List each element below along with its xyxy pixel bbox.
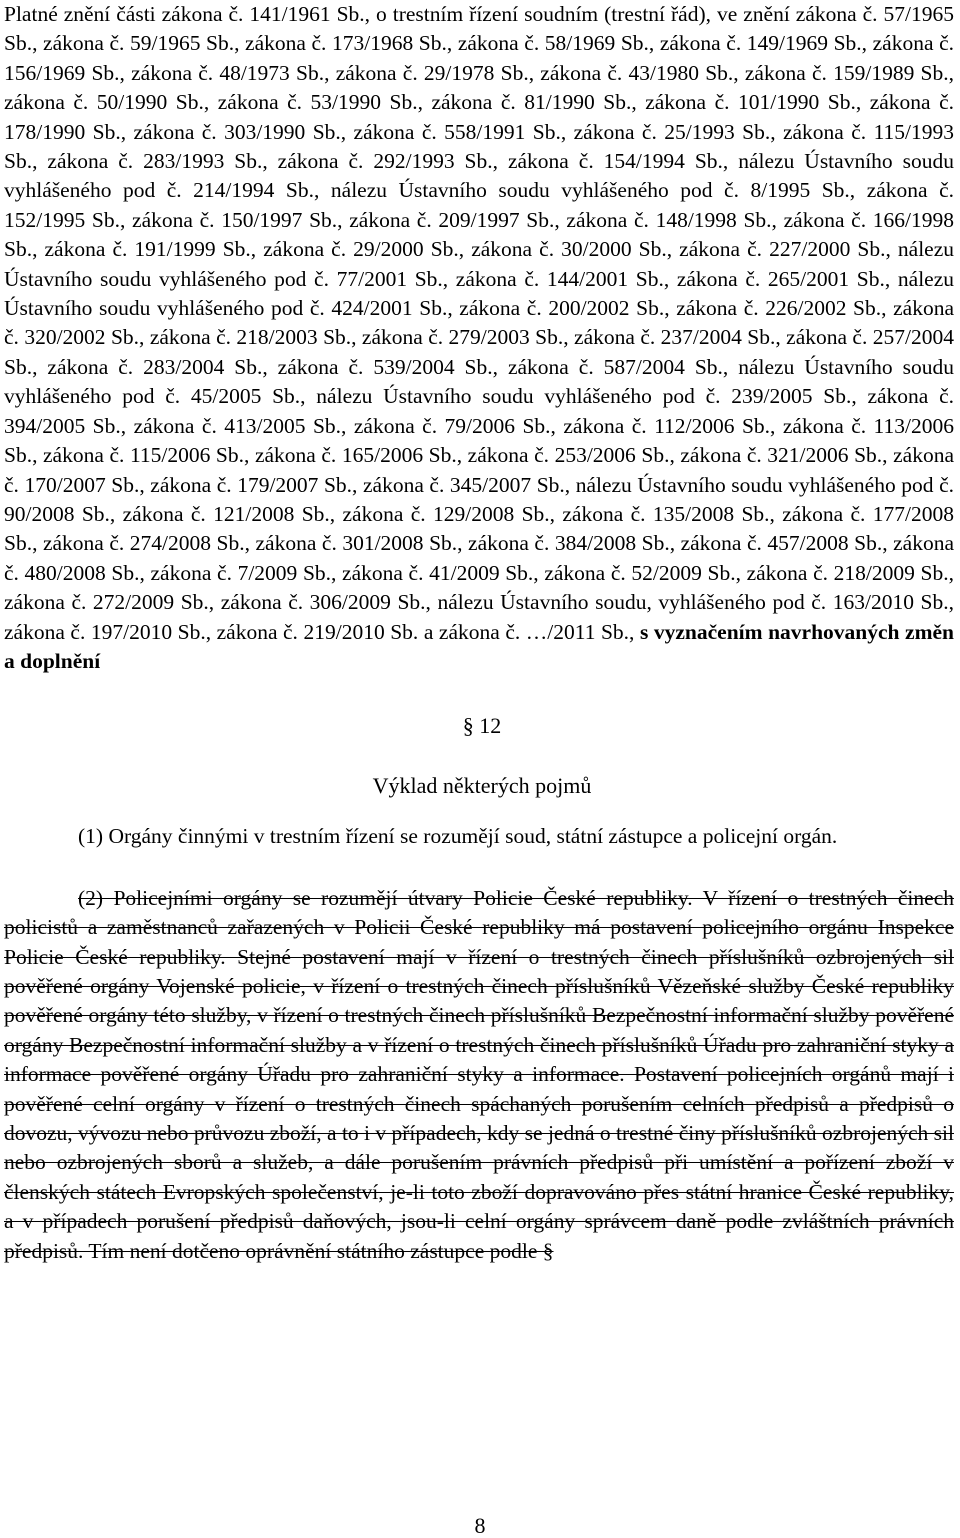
header-text: Platné znění části zákona č. 141/1961 Sb., o trestním řízení soudním (trestní řád), ve znění zákona č. 57/1965 Sb., zákona č. 59/1965 Sb., zákona č. 173/1968 Sb., zákona č. 58/1969 Sb., zákona č. 149/1969 Sb., zákona č. 156/1969 Sb., zákona č. 48/1973 Sb., zákona č. 29/1978 Sb., zákona č. 43/1980 Sb., zákona č. 159/1989 Sb., zákona č. 50/1990 Sb., zákona č. 53/1990 Sb., zákona č. 81/1990 Sb., zákona č. 101/1990 Sb., zákona č. 178/1990 Sb., zákona č. 303/1990 Sb., zákona č. 558/1991 Sb., zákona č. 25/1993 Sb., zákona č. 115/1993 Sb., zákona č. 283/1993 Sb., zákona č. 292/1993 Sb., zákona č. 154/1994 Sb., nálezu Ústavního soudu vyhlášeného pod č. 214/1994 Sb., nálezu Ústavního soudu vyhlášeného pod č. 8/1995 Sb., zákona č. 152/1995 Sb., zákona č. 150/1997 Sb., zákona č. 209/1997 Sb., zákona č. 148/1998 Sb., zákona č. 166/1998 Sb., zákona č. 191/1999 Sb., zákona č. 29/2000 Sb., zákona č. 30/2000 Sb., zákona č. 227/2000 Sb., nálezu Ústavního soudu vyhlášeného pod č. 77/2001 Sb., zákona č. 144/2001 Sb., zákona č. 265/2001 Sb., nálezu Ústavního soudu vyhlášeného pod č. 424/2001 Sb., zákona č. 200/2002 Sb., zákona č. 226/2002 Sb., zákona č. 320/2002 Sb., zákona č. 218/2003 Sb., zákona č. 279/2003 Sb., zákona č. 237/2004 Sb., zákona č. 257/2004 Sb., zákona č. 283/2004 Sb., zákona č. 539/2004 Sb., zákona č. 587/2004 Sb., nálezu Ústavního soudu vyhlášeného pod č. 45/2005 Sb., nálezu Ústavního soudu vyhlášeného pod č. 239/2005 Sb., zákona č. 394/2005 Sb., zákona č. 413/2005 Sb., zákona č. 79/2006 Sb., zákona č. 112/2006 Sb., zákona č. 113/2006 Sb., zákona č. 115/2006 Sb., zákona č. 165/2006 Sb., zákona č. 253/2006 Sb., zákona č. 321/2006 Sb., zákona č. 170/2007 Sb., zákona č. 179/2007 Sb., zákona č. 345/2007 Sb., nálezu Ústavního soudu vyhlášeného pod č. 90/2008 Sb., zákona č. 121/2008 Sb., zákona č. 129/2008 Sb., zákona č. 135/2008 Sb., zákona č. 177/2008 Sb., zákona č. 274/2008 Sb., zákona č. 301/2008 Sb., zákona č. 384/2008 Sb., zákona č. 457/2008 Sb., zákona č. 480/2008 Sb., zákona č. 7/2009 Sb., zákona č. 41/2009 Sb., zákona č. 52/2009 Sb., zákona č. 218/2009 Sb., zákona č. 272/2009 Sb., zákona č. 306/2009 Sb., nálezu Ústavního soudu, vyhlášeného pod č. 163/2010 Sb., zákona č. 197/2010 Sb., zákona č. 219/2010 Sb. a zákona č. …/2011 Sb., bbox=[4, 2, 954, 644]
paragraph-2-struck: (2) Policejními orgány se rozumějí útvary Policie České republiky. V řízení o trestných činech policistů a zaměstnanců zařazených v Policii České republiky má postavení policejního orgánu Inspekce Policie České republiky. Stejné postavení mají v řízení o trestných činech příslušníků ozbrojených sil pověřené orgány Vojenské policie, v řízení o trestných činech příslušníků Vězeňské služby České republiky pověřené orgány této služby, v řízení o trestných činech příslušníků Bezpečnostní informační služby pověřené orgány Bezpečnostní informační služby a v řízení o trestných činech příslušníků Úřadu pro zahraniční styky a informace pověřené orgány Úřadu pro zahraniční styky a informace. Postavení policejních orgánů mají i pověřené celní orgány v řízení o trestných činech spáchaných porušením celních předpisů a předpisů o dovozu, vývozu nebo průvozu zboží, a to i v případech, kdy se jedná o trestné činy příslušníků ozbrojených sil nebo ozbrojených sborů a služeb, a dále porušením právních předpisů při umístění a pořízení zboží v členských státech Evropských společenství, je-li toto zboží dopravováno přes státní hranice České republiky, a v případech porušení předpisů daňových, jsou-li celní orgány správcem daně podle zvláštních právních předpisů. Tím není dotčeno oprávnění státního zástupce podle § bbox=[4, 885, 954, 1263]
paragraph-1: (1) Orgány činnými v trestním řízení se rozumějí soud, státní zástupce a policejní orgán. bbox=[78, 824, 838, 849]
document-page bbox=[4, 0, 954, 1266]
section-number: § 12 bbox=[462, 713, 502, 739]
header-bold-tail: s vyznačením navrhovaných změn a doplnění bbox=[4, 619, 954, 673]
document-header bbox=[4, 0, 954, 676]
page-number: 8 bbox=[474, 1513, 486, 1538]
section-title: Výklad některých pojmů bbox=[372, 773, 592, 799]
